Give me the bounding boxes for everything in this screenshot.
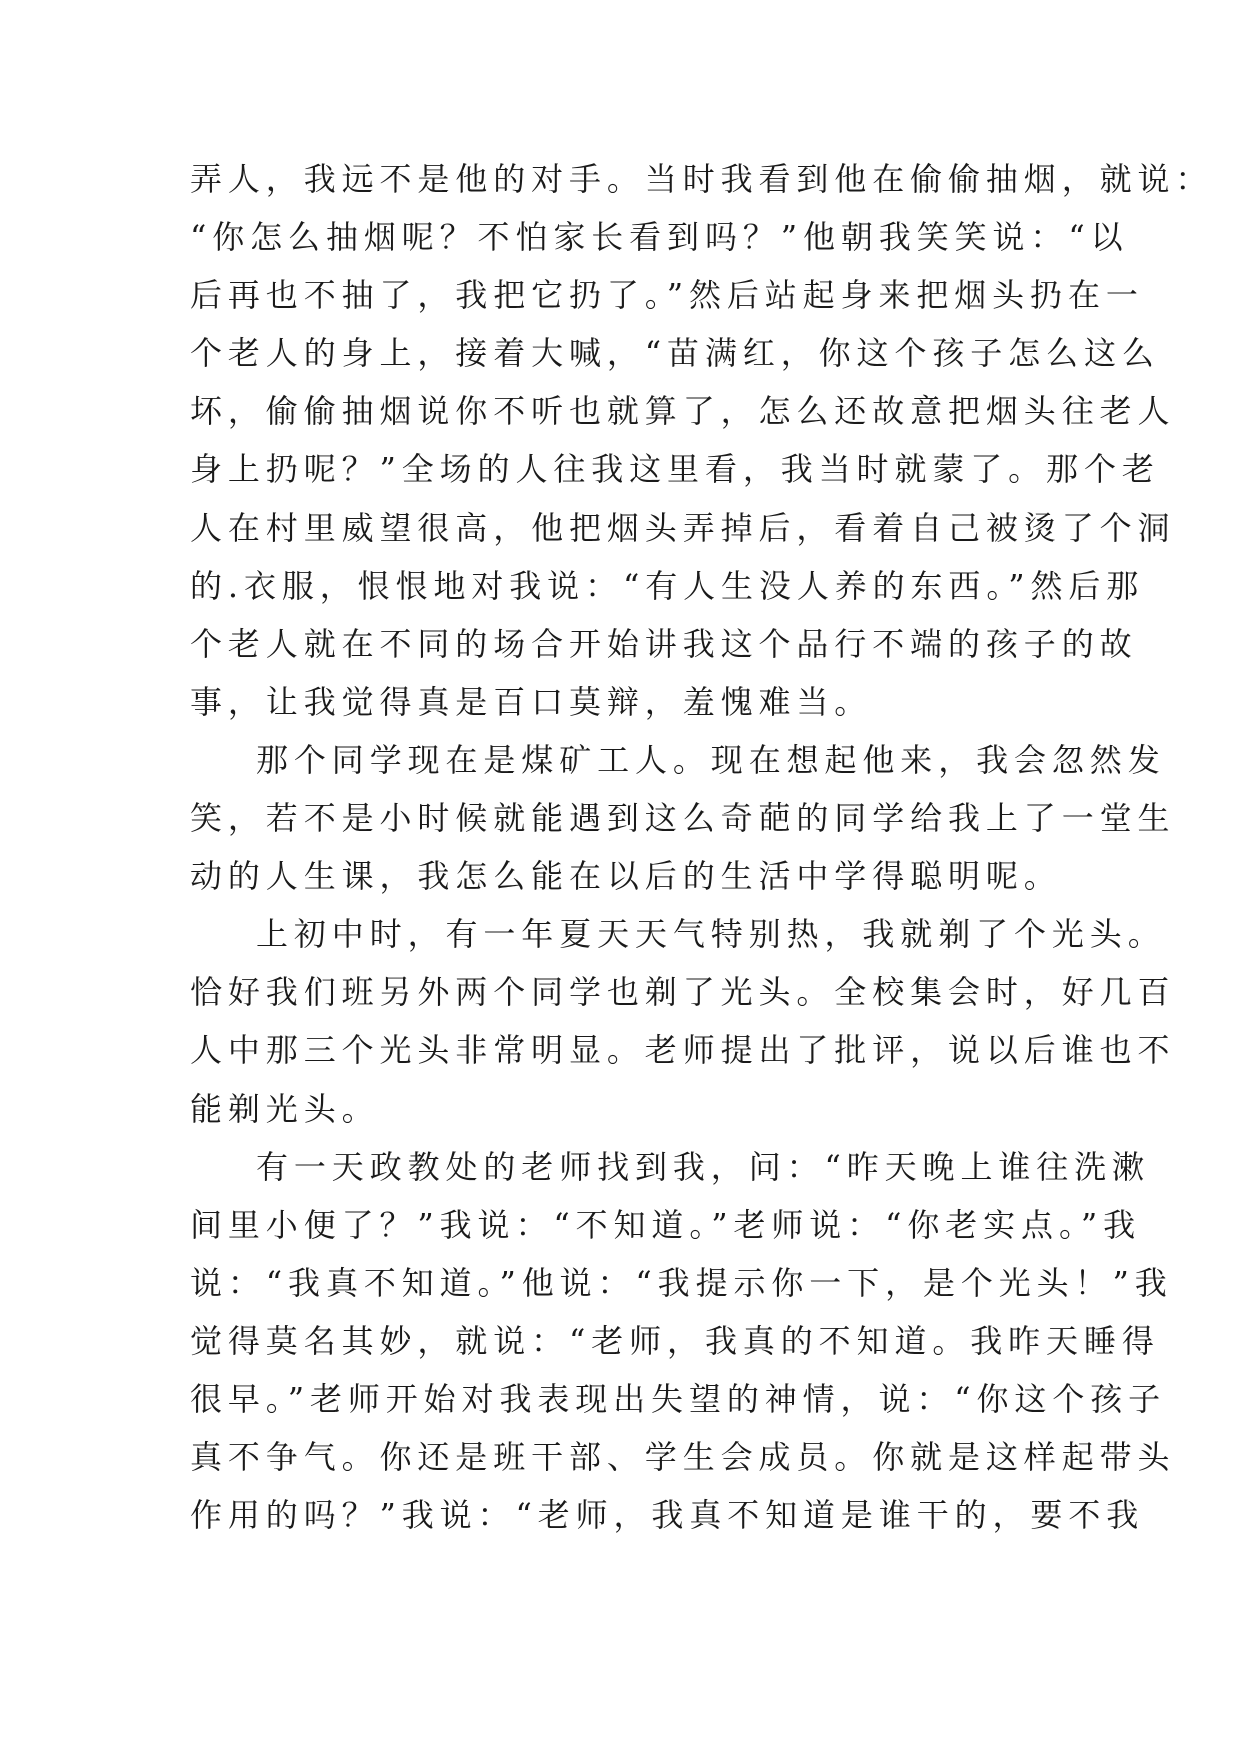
text-line: 动的人生课，我怎么能在以后的生活中学得聪明呢。 xyxy=(190,857,1062,896)
text-line: 后再也不抽了，我把它扔了。”然后站起身来把烟头扔在一 xyxy=(190,276,1144,315)
body-text xyxy=(190,150,1214,1544)
text-line: 很早。”老师开始对我表现出失望的神情，说：“你这个孩子 xyxy=(190,1379,1167,1418)
text-line: 间里小便了？”我说：“不知道。”老师说：“你老实点。”我 xyxy=(190,1205,1141,1244)
text-line: 人在村里威望很高，他把烟头弄掉后，看着自己被烫了个洞 xyxy=(190,508,1176,547)
text-line: 个老人的身上，接着大喊，“苗满红，你这个孩子怎么这么 xyxy=(190,334,1160,373)
text-line: “你怎么抽烟呢？不怕家长看到吗？”他朝我笑笑说：“以 xyxy=(190,218,1129,257)
text-line: 身上扔呢？”全场的人往我这里看，我当时就蒙了。那个老 xyxy=(190,450,1160,489)
paragraph-first-line: 那个同学现在是煤矿工人。现在想起他来，我会忽然发 xyxy=(256,740,1166,779)
text-line: 恰好我们班另外两个同学也剃了光头。全校集会时，好几百 xyxy=(190,973,1176,1012)
paragraph-first-line: 有一天政教处的老师找到我，问：“昨天晚上谁往洗漱 xyxy=(256,1147,1150,1186)
text-line: 的.衣服，恨恨地对我说：“有人生没人养的东西。”然后那 xyxy=(190,566,1145,605)
text-line: 个老人就在不同的场合开始讲我这个品行不端的孩子的故 xyxy=(190,624,1138,663)
text-line: 说：“我真不知道。”他说：“我提示你一下，是个光头！”我 xyxy=(190,1263,1173,1302)
text-line: 人中那三个光头非常明显。老师提出了批评，说以后谁也不 xyxy=(190,1031,1176,1070)
text-line: 弄人，我远不是他的对手。当时我看到他在偷偷抽烟，就说： xyxy=(190,160,1214,198)
text-line: 真不争气。你还是班干部、学生会成员。你就是这样起带头 xyxy=(190,1438,1176,1477)
paragraph-first-line: 上初中时，有一年夏天天气特别热，我就剃了个光头。 xyxy=(256,915,1166,954)
text-line: 笑，若不是小时候就能遇到这么奇葩的同学给我上了一堂生 xyxy=(190,799,1176,838)
text-line: 作用的吗？”我说：“老师，我真不知道是谁干的，要不我 xyxy=(190,1496,1145,1535)
text-line: 能剃光头。 xyxy=(190,1089,380,1128)
text-line: 觉得莫名其妙，就说：“老师，我真的不知道。我昨天睡得 xyxy=(190,1321,1160,1360)
text-line: 事，让我觉得真是百口莫辩，羞愧难当。 xyxy=(190,682,873,721)
text-line: 坏，偷偷抽烟说你不听也就算了，怎么还故意把烟头往老人 xyxy=(190,392,1176,431)
